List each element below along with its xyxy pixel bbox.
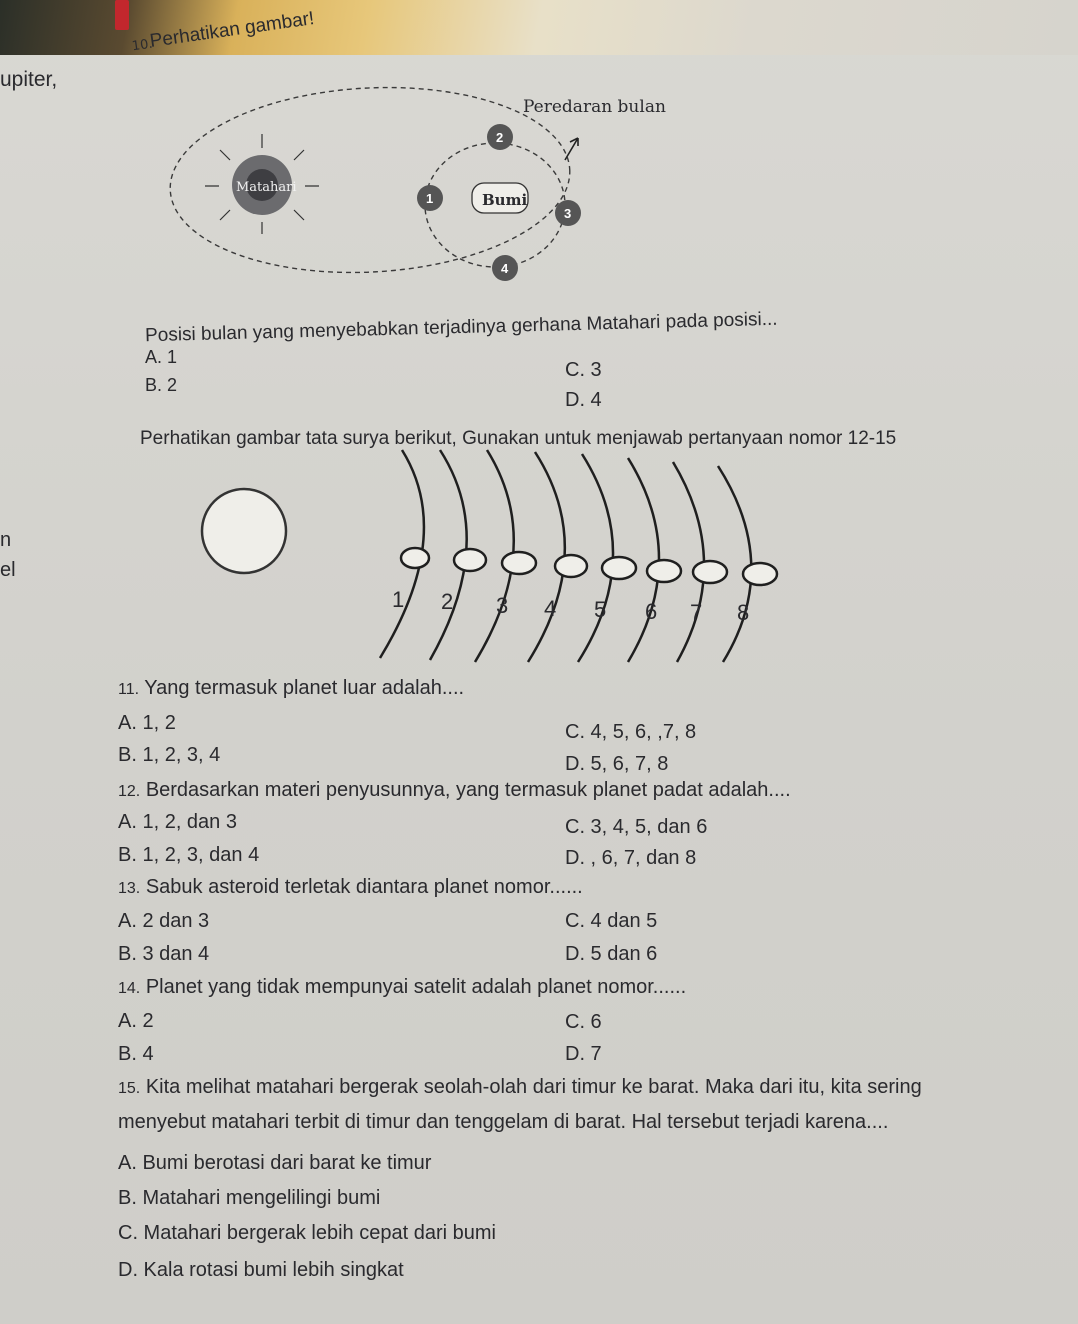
q10-prompt: Perhatikan gambar! bbox=[148, 8, 316, 52]
q15-option-b: B. Matahari mengelilingi bumi bbox=[118, 1187, 381, 1209]
planet-number-4: 4 bbox=[544, 596, 557, 621]
q12-number: 12. bbox=[118, 783, 141, 800]
position-4-label: 4 bbox=[501, 261, 509, 276]
solar-system-intro: Perhatikan gambar tata surya berikut, Gunakan untuk menjawab pertanyaan nomor 12-15 bbox=[140, 428, 897, 449]
q13-number: 13. bbox=[118, 880, 141, 897]
q11-number: 11. bbox=[118, 681, 140, 698]
planet-8 bbox=[743, 563, 777, 585]
planet-1 bbox=[401, 548, 429, 568]
earth-orbit-path bbox=[165, 80, 574, 282]
margin-fragment-2: el bbox=[0, 559, 16, 581]
margin-fragment-1: n bbox=[0, 529, 12, 551]
q13-option-b: B. 3 dan 4 bbox=[118, 943, 210, 965]
arrow-icon bbox=[565, 138, 578, 160]
sun-circle bbox=[202, 489, 286, 573]
q14-number: 14. bbox=[118, 980, 141, 997]
q14-option-d: D. 7 bbox=[565, 1043, 602, 1065]
q15-option-a: A. Bumi berotasi dari barat ke timur bbox=[118, 1152, 432, 1174]
q10-option-a: A. 1 bbox=[145, 347, 178, 367]
q14-option-a: A. 2 bbox=[118, 1010, 154, 1032]
q12-option-a: A. 1, 2, dan 3 bbox=[118, 811, 237, 833]
q15-line-2: menyebut matahari terbit di timur dan tenggelam di barat. Hal tersebut terjadi karena.... bbox=[118, 1111, 889, 1133]
planet-number-3: 3 bbox=[496, 593, 509, 618]
position-2-label: 2 bbox=[496, 130, 504, 145]
earth-label: Bumi bbox=[482, 191, 528, 209]
q11-option-c: C. 4, 5, 6, ,7, 8 bbox=[565, 721, 697, 743]
q10-option-b: B. 2 bbox=[145, 375, 178, 395]
q15-option-c: C. Matahari bergerak lebih cepat dari bumi bbox=[118, 1222, 496, 1244]
left-page-fragment: upiter, bbox=[0, 68, 58, 91]
q15-line-1 bbox=[118, 1075, 922, 1101]
q10-option-c: C. 3 bbox=[565, 359, 602, 381]
q13-question bbox=[118, 875, 583, 901]
q11-question bbox=[118, 676, 464, 702]
q12-text: Berdasarkan materi penyusunnya, yang termasuk planet padat adalah.... bbox=[145, 779, 791, 801]
q13-text: Sabuk asteroid terletak diantara planet nomor...... bbox=[145, 876, 583, 898]
planet-3 bbox=[502, 552, 536, 574]
planet-5 bbox=[602, 557, 636, 579]
planet-4 bbox=[555, 555, 587, 577]
solar-system-diagram bbox=[0, 440, 1078, 670]
q15-option-d: D. Kala rotasi bumi lebih singkat bbox=[118, 1259, 404, 1281]
q13-option-c: C. 4 dan 5 bbox=[565, 910, 658, 932]
q14-text: Planet yang tidak mempunyai satelit adalah planet nomor...... bbox=[145, 976, 687, 998]
planet-number-1: 1 bbox=[392, 587, 405, 612]
planet-number-2: 2 bbox=[441, 589, 454, 614]
q11-option-b: B. 1, 2, 3, 4 bbox=[118, 744, 221, 766]
sun-label: Matahari bbox=[236, 180, 297, 195]
q14-option-b: B. 4 bbox=[118, 1043, 154, 1065]
q12-question bbox=[118, 778, 791, 804]
diagram-title: Peredaran bulan bbox=[523, 97, 666, 117]
position-3-label: 3 bbox=[564, 206, 572, 221]
q11-option-d: D. 5, 6, 7, 8 bbox=[565, 753, 669, 775]
q11-text: Yang termasuk planet luar adalah.... bbox=[144, 677, 465, 699]
q13-option-a: A. 2 dan 3 bbox=[118, 910, 210, 932]
q12-option-d: D. , 6, 7, dan 8 bbox=[565, 847, 697, 869]
q10-option-d: D. 4 bbox=[565, 389, 602, 411]
planet-7 bbox=[693, 561, 727, 583]
planet-number-6: 6 bbox=[645, 599, 658, 624]
planet-2 bbox=[454, 549, 486, 571]
q12-option-b: B. 1, 2, 3, dan 4 bbox=[118, 844, 260, 866]
planet-number-5: 5 bbox=[594, 597, 607, 622]
q14-option-c: C. 6 bbox=[565, 1011, 602, 1033]
q11-option-a: A. 1, 2 bbox=[118, 712, 176, 734]
q10-question: Posisi bulan yang menyebabkan terjadinya gerhana Matahari pada posisi... bbox=[144, 308, 778, 347]
position-1-label: 1 bbox=[426, 191, 434, 206]
q13-option-d: D. 5 dan 6 bbox=[565, 943, 658, 965]
planet-number-7: 7 bbox=[690, 600, 703, 625]
planet-number-8: 8 bbox=[737, 600, 750, 625]
red-tab bbox=[115, 0, 129, 30]
q14-question bbox=[118, 975, 686, 1001]
q15-text-1: Kita melihat matahari bergerak seolah-olah dari timur ke barat. Maka dari itu, kita sering bbox=[145, 1076, 922, 1098]
q10-number: 10. bbox=[130, 36, 154, 55]
q15-number: 15. bbox=[118, 1080, 141, 1097]
q12-option-c: C. 3, 4, 5, dan 6 bbox=[565, 816, 708, 838]
planet-6 bbox=[647, 560, 681, 582]
